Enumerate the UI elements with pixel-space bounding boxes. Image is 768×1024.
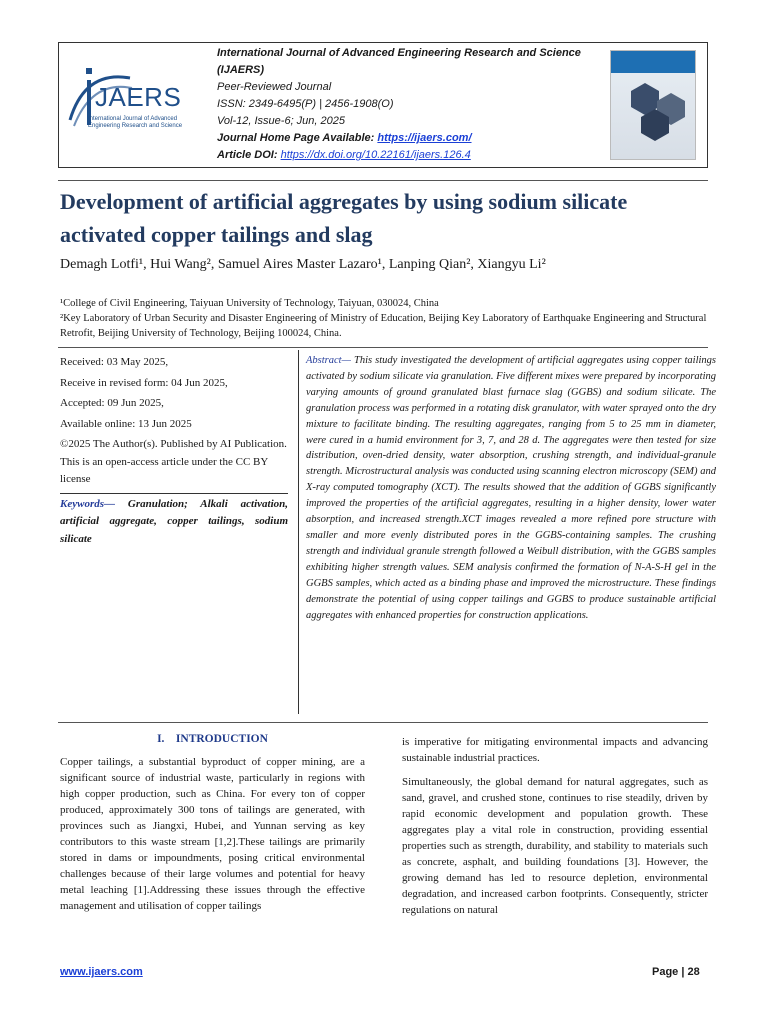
doi-line: Article DOI: https://dx.doi.org/10.22161/ijaers.126.4 [217,149,471,161]
affiliation-rule [58,347,708,348]
section-heading: I. INTRODUCTION [157,733,268,745]
keywords-block [60,493,288,549]
online-date: Available online: 13 Jun 2025 [60,417,192,430]
article-title: Development of artificial aggregates by using sodium silicate activated copper tailings and slag [60,189,628,247]
logo-text: JAERS [95,82,182,112]
home-page-link[interactable]: https://ijaers.com/ [377,132,472,144]
abstract-label: Abstract— [306,355,351,366]
header-rule [58,180,708,181]
issn: ISSN: 2349-6495(P) | 2456-1908(O) [217,98,394,110]
license-text: ©2025 The Author(s). Published by AI Publication. This is an open-access article under the CC BY license [60,438,287,485]
abstract [306,353,716,623]
home-page-line: Journal Home Page Available: https://ijaers.com/ [217,132,472,144]
affiliations [60,296,710,341]
journal-cover-image [610,50,696,160]
keywords-label: Keywords— [60,497,115,510]
body-right-column [402,734,708,918]
column-divider [298,350,299,714]
footer-website-link[interactable]: www.ijaers.com [60,966,143,978]
intro-paragraph-1: Copper tailings, a substantial byproduct of copper mining, are a significant source of industrial waste, particularly in regions with high copper production, such as China. For every ton of copper produced, approximately 300 tons of tailings are generated, with provinces such as Jiangxi, Hubei, and Yunnan serving as key contributors to this waste stream [1,2].These tailings are primarily stored in dams or impoundments, posing critical environmental challenges because of their large volumes and potential for heavy metal leaching [1].Addressing these issues through the effective management and utilisation of copper tailings [60,756,365,912]
journal-logo [60,60,210,150]
abstract-text: This study investigated the development of artificial aggregates using copper tailings activated by sodium silicate via granulation. Five different mixes were prepared by incorporating varying amounts of ground granulated blast furnace slag (GGBS) and sodium silicate. The granulation process was performed in a rotating disk granulator, with water sprayed onto the dry mixture to facilitate binding. The resulting aggregates, ranging from 5 to 25 mm in diameter, were cured in a humid environment for 3, 7, and 28 d. The aggregates were then tested for size distribution, oven-dried density, water absorption, crushing strength, and individual-granule strength. Microstructural analysis was conducted using scanning electron microscopy (SEM) and X-ray computed tomography (XCT). The results showed that the addition of GGBS significantly improved the properties of the artificial aggregates, resulting in a higher density, lower water absorption, and increased strength.XCT images revealed a more refined pore structure with smaller and more evenly distributed pores in the GGBS-containing samples. The crushing strength and individual granule strength followed a Weibull distribution, with the GGBS samples exhibiting higher strength values. SEM analysis confirmed the formation of N-A-S-H gel in the GGBS samples, which acted as a binding phase and improved the microstructure. These findings demonstrate the potential of using copper tailings and GGBS to produce sustainable artificial aggregates with enhanced properties for construction applications. [306,355,717,621]
revised-date: Receive in revised form: 04 Jun 2025, [60,376,228,389]
article-info [60,354,288,548]
intro-paragraph-3: Simultaneously, the global demand for natural aggregates, such as sand, gravel, and crushed stone, continues to rise steadily, driven by rapid economic development and population growth. These aggregates play a vital role in construction, providing essential properties such as strength, durability, and stability to materials such as concrete, asphalt, and building foundations [3]. However, the growing demand has led to resource depletion, environmental degradation, and increased carbon footprints. Consequently, stricter regulations on natural [402,776,708,916]
author-list: Demagh Lotfi¹, Hui Wang², Samuel Aires Master Lazaro¹, Lanping Qian², Xiangyu Li² [60,257,546,272]
received-date: Received: 03 May 2025, [60,356,169,368]
keywords-text: Granulation; Alkali activation, artificial aggregate, copper tailings, sodium silicate [60,497,288,545]
page-number: Page | 28 [652,966,700,978]
affiliation-2: ²Key Laboratory of Urban Security and Disaster Engineering of Ministry of Education, Beijing Key Laboratory of Earthquake Engineering and Structural Retrofit, Beijing University of Technology, Beijing 100024, China. [60,313,707,339]
affiliation-1: ¹College of Civil Engineering, Taiyuan University of Technology, Taiyuan, 030024, China [60,298,439,309]
doi-link[interactable]: https://dx.doi.org/10.22161/ijaers.126.4 [280,149,471,161]
body-left-column [60,754,365,914]
peer-reviewed: Peer-Reviewed Journal [217,81,332,93]
logo-subtitle: International Journal of Advanced Engineering Research and Science [88,116,183,129]
intro-paragraph-2: is imperative for mitigating environmental impacts and advancing sustainable industrial practices. [402,736,708,764]
volume-issue: Vol-12, Issue-6; Jun, 2025 [217,115,346,127]
accepted-date: Accepted: 09 Jun 2025, [60,397,164,409]
abstract-rule [58,722,708,723]
journal-title: International Journal of Advanced Engineering Research and Science (IJAERS) [217,47,581,76]
